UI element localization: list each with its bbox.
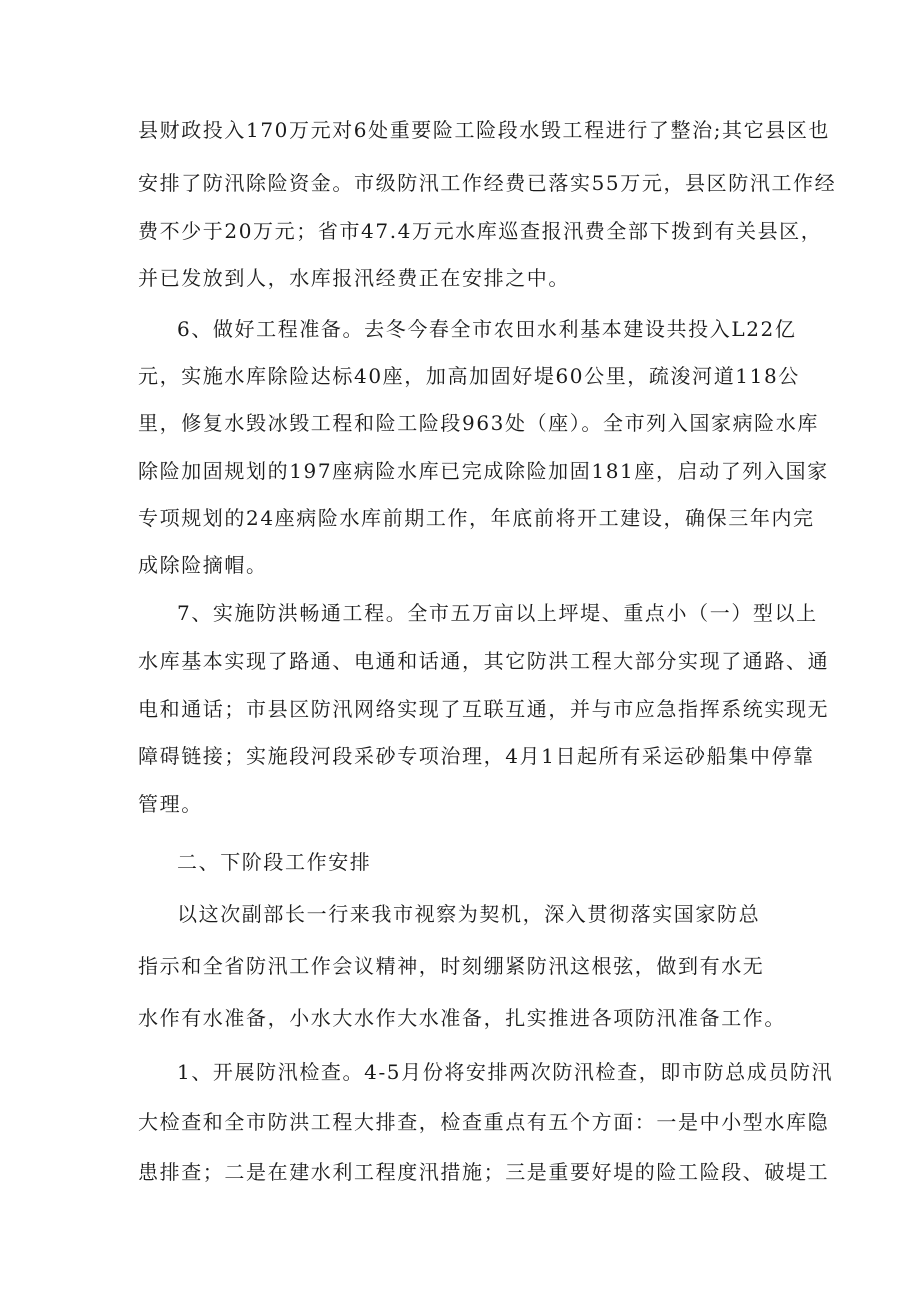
- paragraph-line: 水作有水准备，小水大水作大水准备，扎实推进各项防汛准备工作。: [138, 1006, 786, 1030]
- paragraph-line: 6、做好工程准备。去冬今春全市农田水利基本建设共投入L22亿: [177, 317, 797, 341]
- paragraph-line: 里，修复水毁冰毁工程和险工险段963处（座）。全市列入国家病险水库: [138, 411, 819, 435]
- paragraph-line: 费不少于20万元；省市47.4万元水库巡查报汛费全部下拨到有关县区，: [138, 219, 823, 243]
- paragraph-line: 并已发放到人，水库报汛经费正在安排之中。: [138, 266, 570, 290]
- paragraph-line: 成除险摘帽。: [138, 553, 268, 577]
- paragraph-line: 患排查；二是在建水利工程度汛措施；三是重要好堤的险工险段、破堤工: [138, 1160, 830, 1184]
- paragraph-line: 元，实施水库除险达标40座，加高加固好堤60公里，疏浚河道118公: [138, 364, 800, 388]
- paragraph-line: 以这次副部长一行来我市视察为契机，深入贯彻落实国家防总: [177, 902, 761, 926]
- paragraph-line: 障碍链接；实施段河段采砂专项治理，4月1日起所有采运砂船集中停靠: [138, 744, 815, 768]
- paragraph-line: 专项规划的24座病险水库前期工作，年底前将开工建设，确保三年内完: [138, 506, 815, 530]
- paragraph-line: 1、开展防汛检查。4-5月份将安排两次防汛检查，即市防总成员防汛: [177, 1060, 834, 1084]
- paragraph-line: 大检查和全市防洪工程大排查，检查重点有五个方面：一是中小型水库隐: [138, 1110, 830, 1134]
- paragraph-line: 安排了防汛除险资金。市级防汛工作经费已落实55万元，县区防汛工作经: [138, 171, 837, 195]
- paragraph-line: 管理。: [138, 792, 203, 816]
- paragraph-line: 除险加固规划的197座病险水库已完成除险加固181座，启动了列入国家: [138, 459, 829, 483]
- section-heading: 二、下阶段工作安排: [177, 850, 372, 874]
- paragraph-line: 指示和全省防汛工作会议精神，时刻绷紧防汛这根弦，做到有水无: [138, 954, 765, 978]
- paragraph-line: 县财政投入170万元对6处重要险工险段水毁工程进行了整治;其它县区也: [138, 118, 831, 142]
- paragraph-line: 7、实施防洪畅通工程。全市五万亩以上坪堤、重点小（一）型以上: [177, 601, 818, 625]
- paragraph-line: 水库基本实现了路通、电通和话通，其它防洪工程大部分实现了通路、通: [138, 649, 830, 673]
- paragraph-line: 电和通话；市县区防汛网络实现了互联互通，并与市应急指挥系统实现无: [138, 697, 830, 721]
